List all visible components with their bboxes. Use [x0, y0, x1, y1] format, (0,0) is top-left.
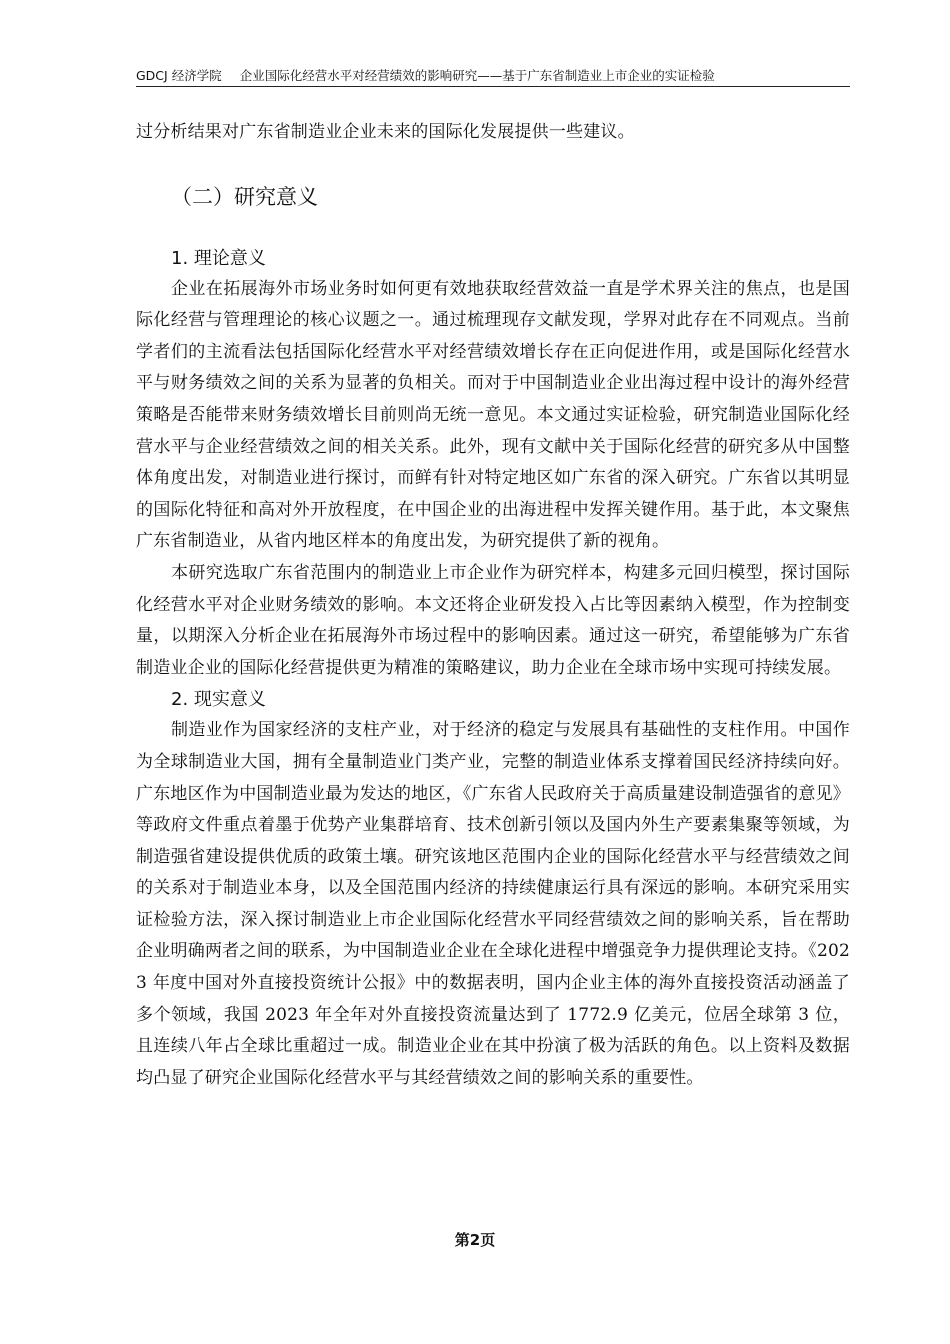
page-body: [136, 117, 850, 1094]
continued-paragraph: 过分析结果对广东省制造业企业未来的国际化发展提供一些建议。: [136, 122, 635, 142]
page-header: [136, 66, 850, 87]
header-school: GDCJ 经济学院: [136, 68, 222, 83]
header-title: 企业国际化经营水平对经营绩效的影响研究——基于广东省制造业上市企业的实证检验: [239, 68, 715, 83]
section-heading-research-significance: （二）研究意义: [171, 184, 318, 209]
theoretical-paragraph-1: 企业在拓展海外市场业务时如何更有效地获取经营效益一直是学术界关注的焦点，也是国际化经营与管理理论的核心议题之一。通过梳理现存文献发现，学界对此存在不同观点。当前学者们的主流看法包括国际化经营水平对经营绩效增长存在正向促进作用，或是国际化经营水平与财务绩效之间的关系为显著的负相关。而对于中国制造业企业出海过程中设计的海外经营策略是否能带来财务绩效增长目前则尚无统一意见。本文通过实证检验，研究制造业国际化经营水平与企业经营绩效之间的相关关系。此外，现有文献中关于国际化经营的研究多从中国整体角度出发，对制造业进行探讨，而鲜有针对特定地区如广东省的深入研究。广东省以其明显的国际化特征和高对外开放程度，在中国企业的出海进程中发挥关键作用。基于此，本文聚焦广东省制造业，从省内地区样本的角度出发，为研究提供了新的视角。: [136, 278, 850, 552]
practical-paragraph-1: 制造业作为国家经济的支柱产业，对于经济的稳定与发展具有基础性的支柱作用。中国作为全球制造业大国，拥有全量制造业门类产业，完整的制造业体系支撑着国民经济持续向好。广东地区作为中国制造业最为发达的地区，《广东省人民政府关于高质量建设制造强省的意见》等政府文件重点着墨于优势产业集群培育、技术创新引领以及国内外生产要素集聚等领域，为制造强省建设提供优质的政策土壤。研究该地区范围内企业的国际化经营水平与经营绩效之间的关系对于制造业本身，以及全国范围内经济的持续健康运行具有深远的影响。本研究采用实证检验方法，深入探讨制造业上市企业国际化经营水平同经营绩效之间的影响关系，旨在帮助企业明确两者之间的联系，为中国制造业企业在全球化进程中增强竞争力提供理论支持。《2023 年度中国对外直接投资统计公报》中的数据表明，国内企业主体的海外直接投资活动涵盖了多个领域，我国 2023 年全年对外直接投资流量达到了 1772.9 亿美元，位居全球第 3 位，且连续八年占全球比重超过一成。制造业企业在其中扮演了极为活跃的角色。以上资料及数据均凸显了研究企业国际化经营水平与其经营绩效之间的影响关系的重要性。: [136, 720, 850, 1088]
subheading-practical-significance: 2. 现实意义: [171, 689, 266, 711]
subheading-theoretical-significance: 1. 理论意义: [171, 247, 266, 269]
theoretical-paragraph-2: 本研究选取广东省范围内的制造业上市企业作为研究样本，构建多元回归模型，探讨国际化经营水平对企业财务绩效的影响。本文还将企业研发投入占比等因素纳入模型，作为控制变量，以期深入分析企业在拓展海外市场过程中的影响因素。通过这一研究，希望能够为广东省制造业企业的国际化经营提供更为精准的策略建议，助力企业在全球市场中实现可持续发展。: [136, 562, 850, 678]
page-number: 第2页: [454, 1231, 496, 1249]
